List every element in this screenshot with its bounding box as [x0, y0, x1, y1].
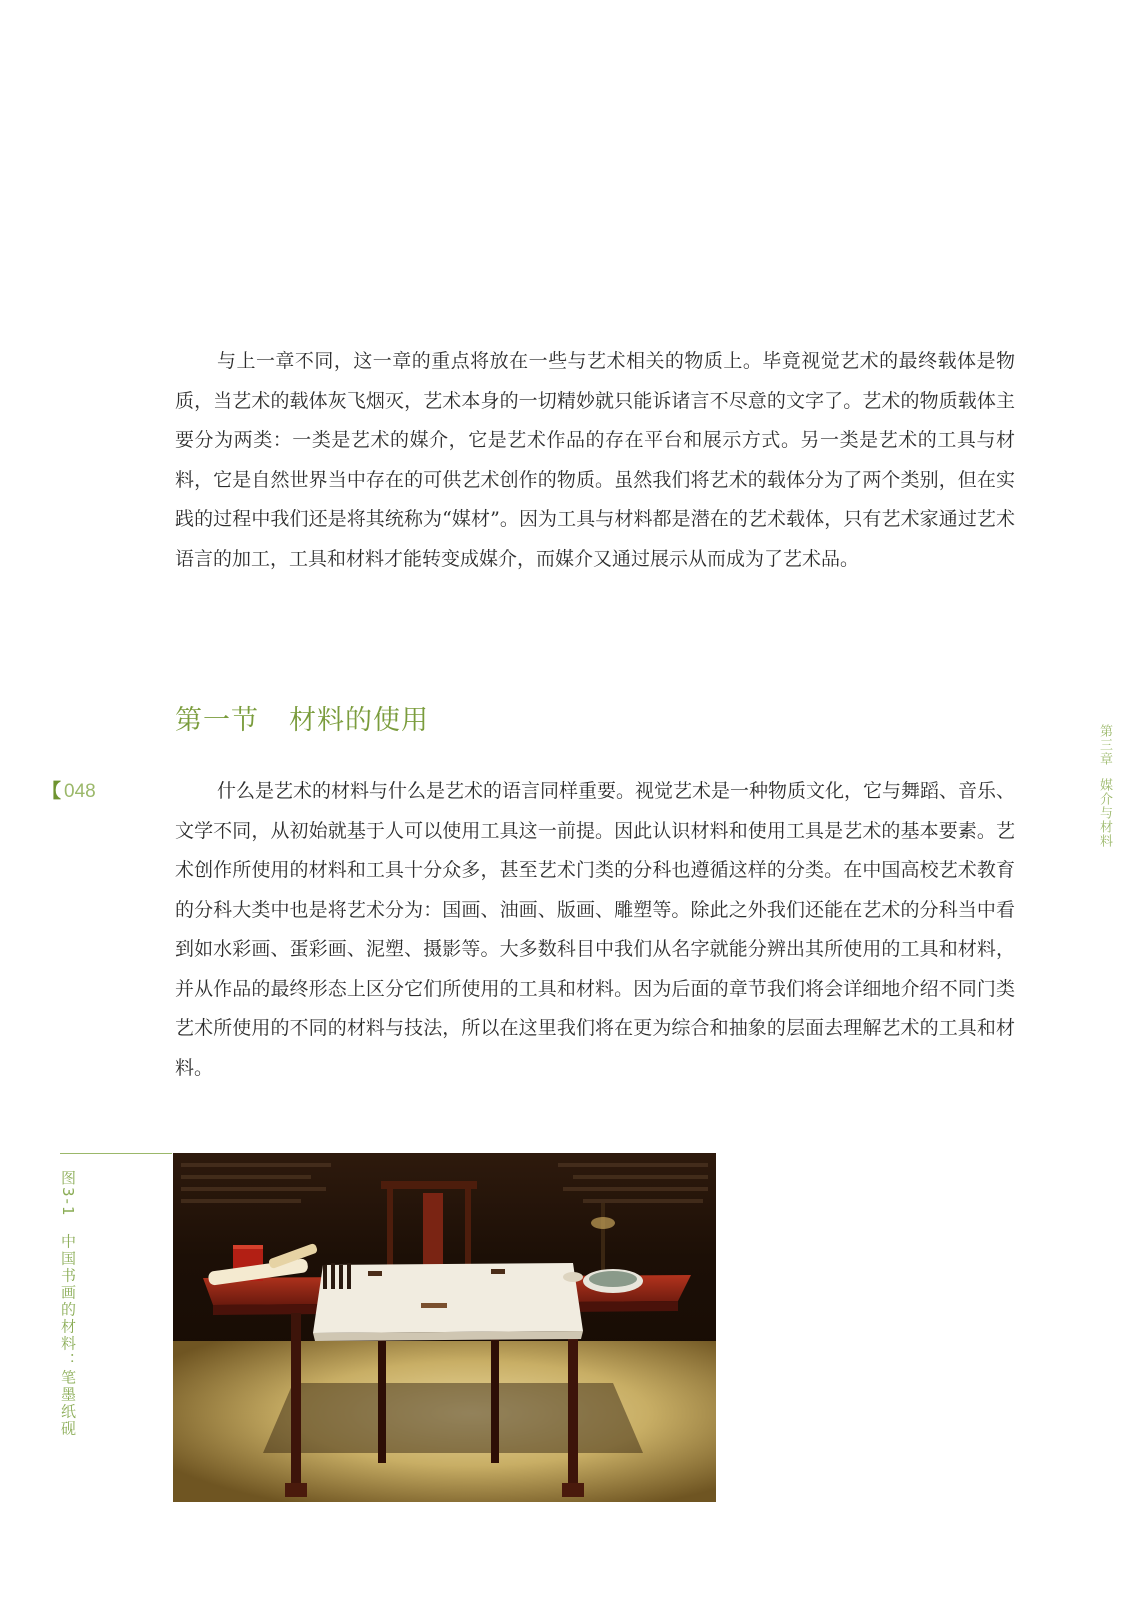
section-heading	[175, 698, 429, 737]
chapter-tab	[1095, 724, 1114, 848]
page-number	[42, 776, 96, 803]
intro-paragraph: 与上一章不同，这一章的重点将放在一些与艺术相关的物质上。毕竟视觉艺术的最终载体是物质，当艺术的载体灰飞烟灭，艺术本身的一切精妙就只能诉诸言不尽意的文字了。艺术的物质载体主要分为两类：一类是艺术的媒介，它是艺术作品的存在平台和展示方式。另一类是艺术的工具与材料，它是自然世界当中存在的可供艺术创作的物质。虽然我们将艺术的载体分为了两个类别，但在实践的过程中我们还是将其统称为“媒材”。因为工具与材料都是潜在的艺术载体，只有艺术家通过艺术语言的加工，工具和材料才能转变成媒介，而媒介又通过展示从而成为了艺术品。	[175, 350, 1015, 570]
figure-photo	[173, 1153, 716, 1502]
page-number-bracket: 【	[42, 781, 62, 802]
page-number-value: 048	[64, 781, 96, 802]
figure-label: 图3-1	[59, 1170, 77, 1218]
chapter-label: 第三章	[1097, 724, 1112, 766]
figure-caption	[58, 1170, 79, 1438]
caption-rule	[60, 1153, 172, 1154]
calligraphy-table-photo	[173, 1153, 716, 1502]
section-title: 材料的使用	[289, 705, 429, 736]
figure-caption-text: 中国书画的材料：笔墨纸砚	[59, 1233, 77, 1438]
section-number: 第一节	[175, 705, 259, 736]
chapter-title: 媒介与材料	[1097, 778, 1112, 848]
section-paragraph: 什么是艺术的材料与什么是艺术的语言同样重要。视觉艺术是一种物质文化，它与舞蹈、音乐、文学不同，从初始就基于人可以使用工具这一前提。因此认识材料和使用工具是艺术的基本要素。艺术创作所使用的材料和工具十分众多，甚至艺术门类的分科也遵循这样的分类。在中国高校艺术教育的分科大类中也是将艺术分为：国画、油画、版画、雕塑等。除此之外我们还能在艺术的分科当中看到如水彩画、蛋彩画、泥塑、摄影等。大多数科目中我们从名字就能分辨出其所使用的工具和材料，并从作品的最终形态上区分它们所使用的工具和材料。因为后面的章节我们将会详细地介绍不同门类艺术所使用的不同的材料与技法，所以在这里我们将在更为综合和抽象的层面去理解艺术的工具和材料。	[175, 780, 1016, 1079]
